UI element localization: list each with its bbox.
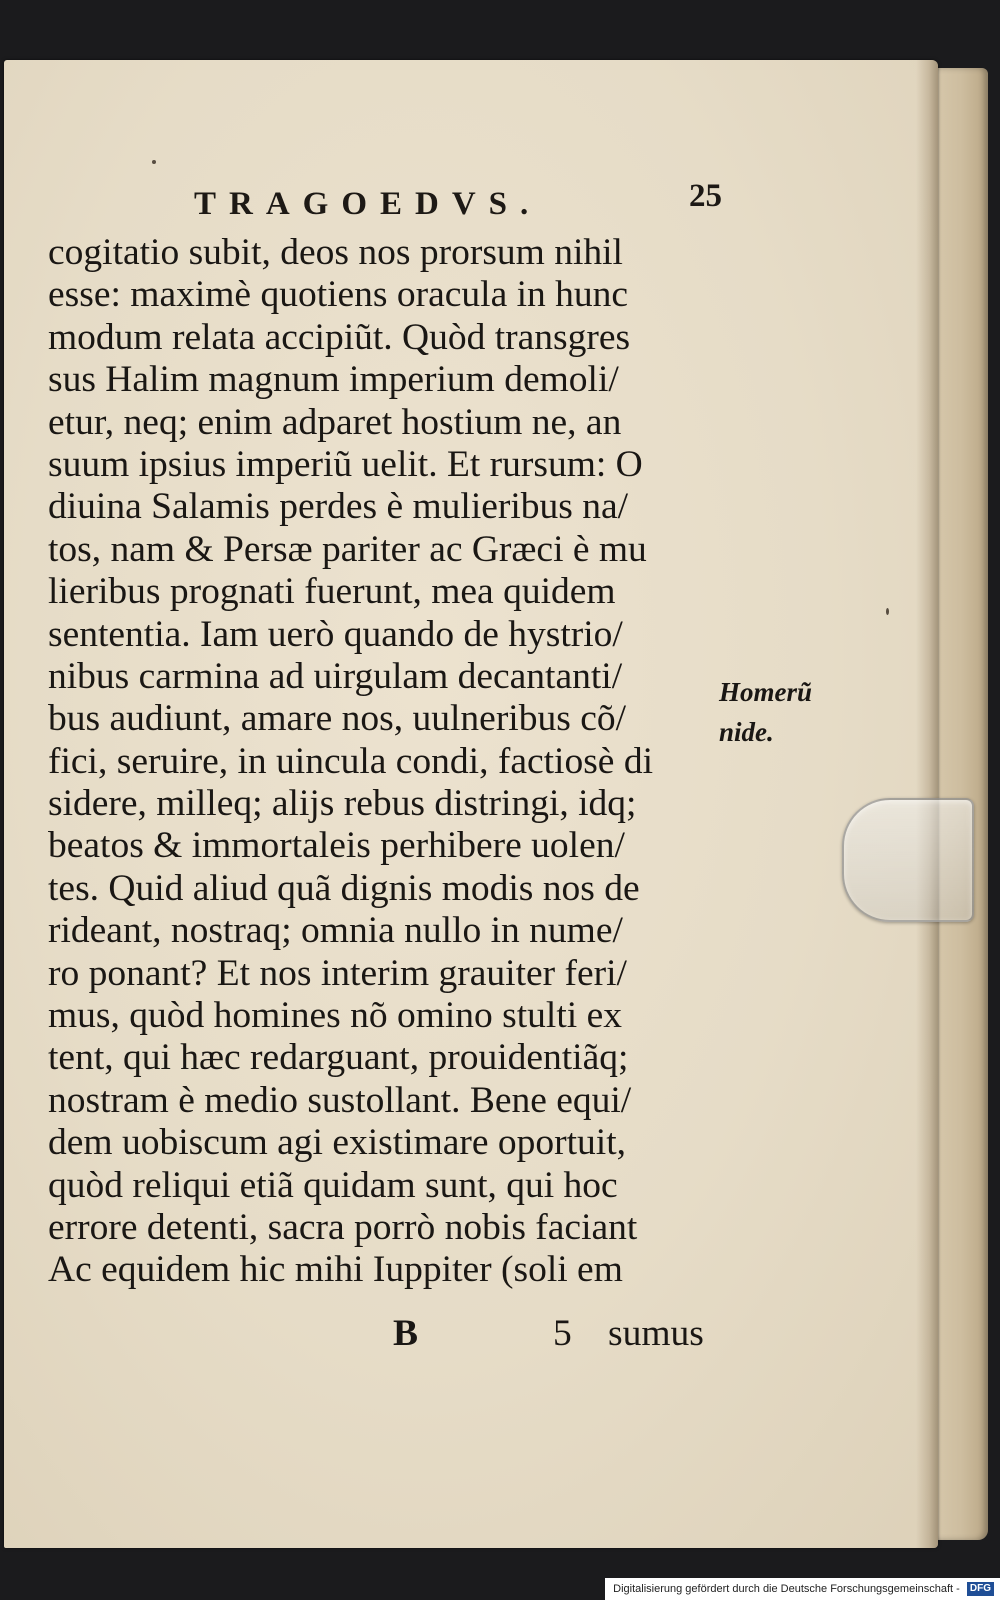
text-line: ro ponant? Et nos interim grauiter feri/	[48, 952, 627, 994]
footer-credit: Digitalisierung gefördert durch die Deutsche Forschungsgemeinschaft -	[613, 1583, 960, 1595]
text-line: suum ipsius imperiũ uelit. Et rursum: O	[48, 443, 643, 485]
book-page	[4, 60, 938, 1548]
body-text	[48, 232, 738, 1292]
page-holder-clip	[842, 798, 974, 922]
signature-mark: B	[393, 1313, 419, 1354]
catchline	[48, 1312, 728, 1358]
text-line: dem uobiscum agi existimare oportuit,	[48, 1122, 627, 1164]
ink-spot	[152, 160, 156, 164]
text-line: nibus carmina ad uirgulam decantanti/	[48, 655, 623, 697]
text-line: tes. Quid aliud quã dignis modis nos de	[48, 867, 640, 909]
text-line: sententia. Iam uerò quando de hystrio/	[48, 613, 623, 655]
text-line: quòd reliqui etiã quidam sunt, qui hoc	[48, 1164, 618, 1206]
running-head: TRAGOEDVS.	[194, 186, 542, 222]
text-line: cogitatio subit, deos nos prorsum nihil	[48, 232, 623, 273]
text-line: Ac equidem hic mihi Iuppiter (soli em	[48, 1249, 623, 1291]
text-line: lieribus prognati fuerunt, mea quidem	[48, 571, 616, 613]
marginal-note-line: nide.	[719, 717, 774, 747]
text-line: errore detenti, sacra porrò nobis faciant	[48, 1206, 638, 1248]
marginal-note-line: Homerũ	[719, 677, 813, 707]
text-line: diuina Salamis perdes è mulieribus na/	[48, 486, 629, 528]
text-line: sidere, milleq; alijs rebus distringi, idq;	[48, 783, 637, 825]
text-line: etur, neq; enim adparet hostium ne, an	[48, 401, 622, 443]
text-line: tent, qui hæc redarguant, prouidentiãq;	[48, 1037, 629, 1079]
page-number: 25	[689, 178, 722, 214]
text-line: modum relata accipiũt. Quòd transgres	[48, 316, 631, 358]
text-line: tos, nam & Persæ pariter ac Græci è mu	[48, 528, 647, 570]
dfg-logo: DFG	[967, 1582, 994, 1596]
text-line: mus, quòd homines nõ omino stulti ex	[48, 995, 622, 1037]
text-line: rideant, nostraq; omnia nullo in nume/	[48, 910, 623, 952]
digitization-footer	[605, 1578, 1000, 1600]
text-line: nostram è medio sustollant. Bene equi/	[48, 1079, 632, 1121]
text-line: beatos & immortaleis perhibere uolen/	[48, 825, 625, 867]
text-line: bus audiunt, amare nos, uulneribus cõ/	[48, 698, 627, 740]
marginal-note	[719, 672, 839, 752]
text-line: fici, seruire, in uincula condi, factiosè di	[48, 740, 653, 782]
signature-number: 5	[553, 1313, 572, 1354]
catchword: sumus	[608, 1313, 704, 1354]
text-line: esse: maximè quotiens oracula in hunc	[48, 274, 629, 316]
ink-spot	[886, 608, 889, 615]
text-line: sus Halim magnum imperium demoli/	[48, 359, 619, 401]
